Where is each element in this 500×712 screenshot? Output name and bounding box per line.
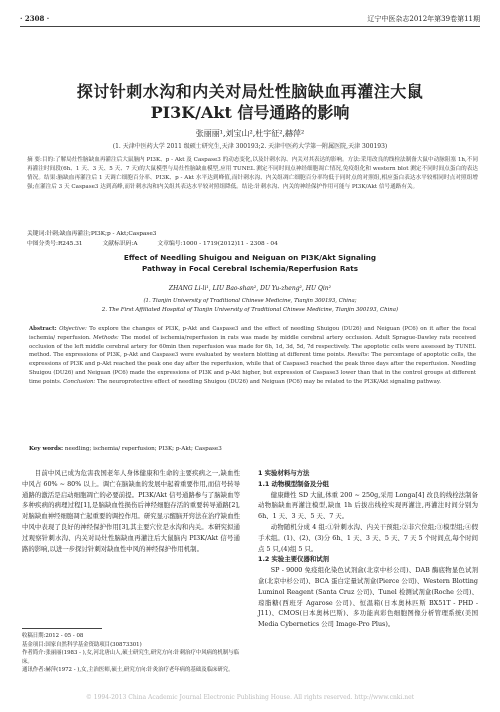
title-en-line2: Pathway in Focal Cerebral Ischemia/Reperfusion Rats (142, 264, 358, 273)
results-label: Results: (347, 352, 370, 359)
body-left-column (22, 468, 240, 554)
footnote-fund: 基金项目:国家自然科学基金资助项目(30873301) (22, 641, 142, 648)
paragraph-1-1b: 动物随机分成 4 组:①针刺水沟、内关干预组;②非穴位组;③模型组;④假手术组。(1)、(2)、(3)分 6h、1 天、3 天、5 天、7 天 5 个时间点,每个时间点 5 只,(4)组 5 只。 (258, 522, 478, 553)
intro-paragraph: 目前中风已成为危害我国老年人身体健康和生命的主要疾病之一,缺血性中风占 60% ~ 80% 以上。调亡在脑缺血的发展中起着重要作用,而信号转导通路的激活是启动细胞凋亡的必要前提。PI3K/Akt 信号通路参与了脑缺血等多种疾病的病理过程[1],是脑缺血性损伤后神经细胞存活的重要转导通路[2],对脑缺血神经细胞凋亡起重要的调控作用。研究显示醒脑开窍法在治疗缺血性中风中表现了良好的神经保护作用[3],其主要穴位是水沟和内关。本研究拟通过观察针刺水沟、内关对局灶性脑缺血再灌注后大鼠脑内 PI3K/Akt 信号通路的影响,以进一步探讨针刺对缺血性中风的神经保护作用机制。 (22, 469, 240, 553)
page-header (20, 14, 480, 28)
affiliation-en-1: (1. Tianjin University of Traditional Chinese Medicine, Tianjin 300193, China; (143, 298, 357, 304)
methods-label: Methods: (93, 334, 119, 341)
objective-text: To explore the changes of PI3K, p-Akt and Caspase3 and the effect of needling Shuigou (DU26) and Neiguan (PC6) on it after the focal ischemia/ reperfusion. (29, 326, 477, 341)
abstract-en (29, 325, 476, 387)
copyright-watermark: © 1994-2013 China Academic Journal Electronic Publishing House. All rights reserved. http://www.cnki.net (85, 694, 415, 701)
abstract-cn: 摘 要:目的:了解局灶性脑缺血再灌注后大鼠脑内 PI3K、p - Akt 及 Caspase3 的动态变化,以及针刺水沟、内关对其表达的影响。方法:采用改良的线栓法制备大鼠中动脉阻塞 1h,不同再灌注时间段(6h、1 天、3 天、5 天、7 天)的大鼠模型与局灶性脑缺血模型,应用 TUNEL 测定不同时间点神经细胞凋亡情况,免疫组化和 western blot 测定不同时间点蛋白的表达情况。结果:脑缺血再灌注后 1 天调亡细胞百分率、PI3K、p - Akt 水平达到峰值,而针刺水沟、内关组凋亡细胞百分率均低于同时点的对照组,相应蛋白表达水平较相同时点对照组增强;在灌注后 3 天 Caspase3 达到高峰,而针刺水沟和内关组其表达水平较对照组降低。结论:针刺水沟、内关的神经保护作用可能与 PI3K/Akt 信号通路有关。 (27, 157, 478, 190)
doc-code: 文献标识码:A (102, 241, 138, 247)
objective-label: Objective: (59, 326, 87, 332)
clc-number: 中图分类号:R245.31 (27, 241, 83, 247)
article-number: 文章编号:1000 - 1719(2012)11 - 2308 - 04 (157, 241, 278, 247)
paragraph-1-1a: 健康雌性 SD 大鼠,体重 200 ~ 250g,采用 Longa[4] 改良的线栓法制备动物脑缺血再灌注模型,缺血 1h 后拔出线栓实现再灌注,再灌注时间分别为 6h、1 天、3 天、5 天、7 天。 (258, 490, 478, 521)
results-text: The percentage of apoptotic cells, the expressions of PI3K and p-Akt reached the peak one day after the reperfusion, while that of Caspase3 reached the peak three days after the reperfusion. Needling Shuigou (DU26) and Neiguan (PC6) made the expressions of PI3K and p-Akt higher, but expression of Caspase3 lower than that in the control groups at different time points. (29, 352, 477, 385)
footnote-author: 作者简介:张丽丽(1983 - ),女,河北唐山人,硕士研究生,研究方向:针刺治疗中风病的机制与临床。 (22, 650, 239, 665)
methods-text: The model of ischemia/reperfusion in rats was made by middle cerebral artery occlusion. Adult Sprague-Dawley rats received occlusion of the left middle cerebral artery for 60min then reperfusion was made for 6h, 1d, 3d, 5d, 7d respectively. The apoptotic cells were assessed by TUNEL method. The expressions of PI3K, p-Akt and Caspase3 were evaluated by western blotting at different time points. (29, 334, 476, 359)
footnote-rule (22, 628, 102, 629)
subsection-heading-1-2: 1.2 实验主要仪器和试剂 (258, 555, 330, 564)
keywords-en (29, 446, 476, 452)
section-heading-1: 1 实验材料与方法 (258, 469, 310, 477)
keywords-en-label: Key words: (29, 446, 64, 452)
conclusion-label: Conclusion: (63, 378, 96, 385)
affiliation-cn: (1. 天津中医药大学 2011 级硕士研究生,天津 300193;2. 天津中医药大学第一附属医院,天津 300193) (112, 143, 388, 150)
authors-en: ZHANG Li-li¹, LIU Bao-shan², DU Yu-zheng², HU Qin² (168, 285, 332, 292)
authors-cn: 张丽丽¹,刘宝山²,杜宇征²,赫萍² (195, 129, 305, 138)
keywords-cn: 关键词:针刺;缺血再灌注;PI3K;p - Akt;Caspase3 (27, 231, 157, 237)
classification-cn (27, 238, 478, 247)
header-rule (20, 26, 480, 27)
page-number: · 2308 · (20, 14, 50, 23)
footnote-corresponding: 通讯作者:赫萍(1972 - ),女,主治医师,硕士,研究方向:针灸治疗老年病的基础及临床研究。 (22, 667, 234, 674)
paragraph-1-2: SP - 9000 免疫组化染色试剂盒(北京中杉公司)、DAB 酶底物显色试剂盒(北京中杉公司)、BCA 蛋白定量试剂盒(Pierce 公司)、Western Blotting Luminol Reagent (Santa Cruz 公司)、Tunel 检测试剂盒(Roche 公司)、琼脂糖(西班牙 Agarose 公司)、恒温箱(日本奥林匹斯 BX51T - PHD - J11)、CMOS(日本奥林巴斯)、多功能真彩色细胞图像分析管理系统(美国 Media Cybernetics 公司 Image-Pro Plus)。 (258, 566, 478, 629)
keywords-en-text: needling; ischemia/ reperfusion; PI3K; p-Akt; Caspase3 (64, 446, 222, 452)
title-cn-line2: PI3K/Akt 信号通路的影响 (150, 103, 350, 122)
subsection-heading-1-1: 1.1 动物模型制备及分组 (258, 479, 330, 488)
journal-info: 辽宁中医杂志2012年第39卷第11期 (367, 15, 480, 23)
title-en-line1: Effect of Needling Shuigou and Neiguan on PI3K/Akt Signaling (123, 253, 377, 262)
footnote-received: 收稿日期:2012 - 05 - 08 (22, 633, 84, 639)
title-en (0, 252, 500, 274)
abstract-label: Abstract: (29, 326, 57, 332)
affiliation-en (0, 297, 500, 315)
footnotes (22, 632, 240, 675)
body-right-column (258, 468, 478, 630)
conclusion-text: The neuroprotective effect of needling Shuigou (DU26) and Neiguan (PC6) may be related to the PI3K/Akt signaling pathway. (96, 378, 441, 385)
title-cn-line1: 探讨针刺水沟和内关对局灶性脑缺血再灌注大鼠 (76, 82, 424, 101)
affiliation-en-2: 2. The First Affiliated Hospital of Tianjin University of Traditional Chinese Medicine, Tianjin 300193, China) (101, 307, 399, 313)
